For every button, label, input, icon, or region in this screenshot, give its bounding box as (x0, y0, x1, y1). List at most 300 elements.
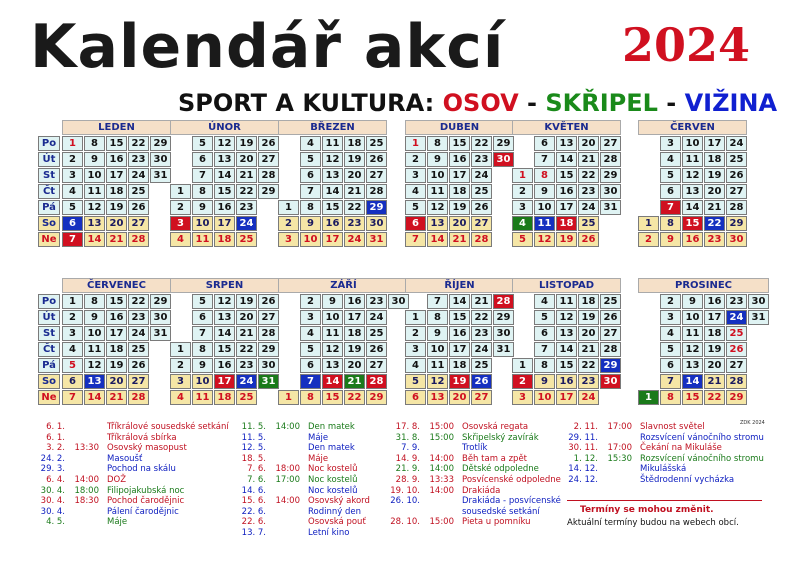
day-cell: 30 (150, 152, 171, 167)
day-cell: 17 (106, 326, 127, 341)
day-cell: 6 (660, 358, 681, 373)
day-cell: 1 (62, 294, 83, 309)
day-cell: 19 (704, 168, 725, 183)
day-cell: 19 (449, 374, 470, 389)
day-cell: 28 (128, 390, 149, 405)
day-cell: 3 (62, 168, 83, 183)
day-cell: 24 (471, 342, 492, 357)
subtitle-osov: OSOV (442, 89, 519, 117)
day-cell: 20 (449, 216, 470, 231)
day-cell: 24 (128, 168, 149, 183)
day-cell: 24 (236, 216, 257, 231)
event-item (236, 464, 358, 474)
day-cell: 29 (726, 390, 747, 405)
day-cell: 5 (192, 294, 213, 309)
event-name: DOŽ (107, 475, 127, 485)
day-cell: 1 (278, 200, 299, 215)
day-cell: 26 (471, 374, 492, 389)
day-cell: 16 (344, 294, 365, 309)
day-cell: 10 (300, 232, 321, 247)
event-time: 17:00 (275, 475, 300, 485)
day-cell: 28 (258, 326, 279, 341)
day-cell: 31 (150, 168, 171, 183)
day-cell: 1 (405, 310, 426, 325)
day-cell: 7 (660, 200, 681, 215)
day-cell: 2 (300, 294, 321, 309)
event-item (568, 464, 686, 474)
event-name: Masoušť (107, 453, 143, 464)
day-cell: 7 (405, 232, 426, 247)
event-date: 4. 5. (46, 517, 65, 528)
event-time: 13:33 (429, 475, 454, 485)
day-cell: 16 (106, 310, 127, 325)
day-cell: 4 (62, 342, 83, 357)
day-cell: 15 (322, 200, 343, 215)
day-cell: 12 (427, 200, 448, 215)
day-cell: 18 (449, 358, 470, 373)
day-cell: 14 (556, 152, 577, 167)
day-cell: 22 (128, 294, 149, 309)
day-cell: 19 (236, 294, 257, 309)
day-cell: 18 (578, 294, 599, 309)
day-label-6: Ne (38, 232, 60, 247)
event-name: Máje (308, 453, 329, 464)
day-cell: 21 (449, 232, 470, 247)
event-time: 15:00 (429, 432, 454, 443)
day-cell: 31 (748, 310, 769, 325)
day-cell: 4 (170, 390, 191, 405)
event-date: 13. 7. (241, 528, 266, 538)
day-cell: 4 (512, 216, 533, 231)
event-date: 21. 9. (395, 464, 420, 475)
day-cell: 20 (344, 358, 365, 373)
day-cell: 21 (344, 184, 365, 199)
day-cell: 19 (449, 200, 470, 215)
note-web: Aktuální termíny budou na webech obcí. (567, 518, 739, 528)
day-cell: 6 (300, 358, 321, 373)
day-cell: 10 (534, 390, 555, 405)
event-date: 18. 5. (241, 453, 266, 464)
day-cell: 11 (192, 390, 213, 405)
day-cell: 22 (236, 184, 257, 199)
day-cell: 22 (578, 168, 599, 183)
event-name: Letní kino (308, 528, 350, 538)
event-name: Osovská regata (462, 422, 529, 432)
event-name: Rozsvícení vánočního stromu (640, 432, 764, 443)
event-name: Tříkrálové sousedské setkání (107, 422, 229, 432)
event-date: 14. 6. (241, 485, 266, 496)
event-date: 30. 11. (568, 443, 598, 454)
day-cell: 17 (214, 374, 235, 389)
day-label-3: Čt (38, 342, 60, 357)
day-cell: 18 (344, 136, 365, 151)
month-header-2: ÚNOR (170, 120, 279, 135)
day-cell: 11 (322, 136, 343, 151)
day-cell: 6 (192, 152, 213, 167)
day-cell: 23 (344, 216, 365, 231)
day-cell: 30 (258, 358, 279, 373)
day-cell: 26 (258, 136, 279, 151)
day-cell: 9 (427, 326, 448, 341)
event-name: Štědrodenní vycházka (640, 475, 735, 485)
day-cell: 13 (682, 358, 703, 373)
day-cell: 5 (512, 232, 533, 247)
day-cell: 28 (128, 232, 149, 247)
day-cell: 30 (493, 152, 514, 167)
day-cell: 2 (170, 358, 191, 373)
day-cell: 28 (726, 200, 747, 215)
day-cell: 26 (366, 342, 387, 357)
day-cell: 16 (449, 152, 470, 167)
event-item (236, 443, 355, 453)
day-cell: 9 (660, 232, 681, 247)
day-cell: 22 (344, 390, 365, 405)
day-cell: 22 (236, 342, 257, 357)
day-cell: 25 (726, 326, 747, 341)
day-cell: 21 (106, 390, 127, 405)
page-title: Kalendář akcí (30, 12, 505, 82)
day-cell: 20 (106, 374, 127, 389)
day-cell: 26 (726, 168, 747, 183)
subtitle-prefix: SPORT A KULTURA: (178, 89, 443, 117)
day-cell: 16 (704, 294, 725, 309)
day-cell: 7 (300, 184, 321, 199)
day-cell: 19 (236, 136, 257, 151)
day-cell: 3 (278, 232, 299, 247)
day-cell: 22 (344, 200, 365, 215)
event-item (390, 486, 500, 496)
day-cell: 28 (471, 232, 492, 247)
day-cell: 14 (322, 184, 343, 199)
event-name: Drakiáda (462, 485, 501, 496)
day-cell: 14 (427, 232, 448, 247)
event-item (568, 433, 764, 443)
month-header-11: LISTOPAD (512, 278, 621, 293)
day-cell: 31 (258, 374, 279, 389)
event-item (568, 443, 722, 453)
day-cell: 14 (322, 374, 343, 389)
day-cell: 30 (366, 216, 387, 231)
day-cell: 17 (449, 168, 470, 183)
event-name: Mikulášská (640, 464, 687, 475)
day-cell: 10 (682, 136, 703, 151)
day-cell: 24 (471, 168, 492, 183)
event-item (35, 433, 177, 443)
event-name: Dětské odpoledne (462, 464, 539, 475)
day-cell: 10 (84, 168, 105, 183)
day-cell: 21 (704, 374, 725, 389)
day-cell: 18 (214, 390, 235, 405)
subtitle-sep2: - (657, 89, 685, 117)
day-cell: 26 (366, 152, 387, 167)
day-cell: 8 (660, 390, 681, 405)
day-cell: 27 (471, 216, 492, 231)
event-name: Máje (308, 432, 329, 443)
day-cell: 22 (471, 310, 492, 325)
day-cell: 16 (214, 200, 235, 215)
day-cell: 8 (427, 136, 448, 151)
event-item (390, 475, 561, 485)
day-cell: 11 (84, 184, 105, 199)
day-cell: 5 (660, 342, 681, 357)
event-name: Slavnost světel (640, 422, 705, 432)
day-cell: 4 (62, 184, 83, 199)
event-item (35, 486, 184, 496)
day-cell: 22 (704, 390, 725, 405)
day-cell: 21 (344, 374, 365, 389)
day-cell: 12 (682, 342, 703, 357)
day-label-2: St (38, 168, 60, 183)
day-cell: 23 (471, 326, 492, 341)
event-item (390, 443, 487, 453)
day-cell: 13 (84, 216, 105, 231)
day-cell: 2 (512, 184, 533, 199)
day-cell: 31 (150, 326, 171, 341)
day-cell: 18 (704, 326, 725, 341)
day-cell: 23 (236, 358, 257, 373)
day-cell: 16 (106, 152, 127, 167)
day-cell: 21 (236, 168, 257, 183)
day-cell: 12 (84, 358, 105, 373)
day-cell: 21 (578, 342, 599, 357)
day-cell: 26 (726, 342, 747, 357)
day-cell: 30 (748, 294, 769, 309)
day-label-4: Pá (38, 358, 60, 373)
day-cell: 29 (258, 184, 279, 199)
day-cell: 27 (471, 390, 492, 405)
day-cell: 23 (128, 310, 149, 325)
day-cell: 9 (682, 294, 703, 309)
day-cell: 3 (405, 342, 426, 357)
event-item (236, 507, 361, 517)
event-name: Tříkrálová sbírka (107, 432, 177, 443)
day-cell: 30 (150, 310, 171, 325)
day-label-3: Čt (38, 184, 60, 199)
event-time: 14:00 (429, 485, 454, 496)
day-cell: 24 (726, 310, 747, 325)
day-cell: 11 (682, 152, 703, 167)
day-cell: 18 (704, 152, 725, 167)
event-name: Pieta u pomníku (462, 517, 531, 528)
day-cell: 24 (366, 310, 387, 325)
month-header-9: ZÁŘÍ (278, 278, 409, 293)
day-cell: 5 (192, 136, 213, 151)
day-cell: 17 (449, 342, 470, 357)
day-cell: 27 (258, 310, 279, 325)
day-cell: 8 (427, 310, 448, 325)
day-cell: 8 (534, 358, 555, 373)
day-cell: 17 (344, 310, 365, 325)
day-cell: 16 (449, 326, 470, 341)
day-cell: 22 (471, 136, 492, 151)
day-cell: 4 (660, 152, 681, 167)
event-date: 22. 6. (241, 517, 266, 528)
event-time: 14:00 (74, 475, 99, 485)
day-cell: 6 (405, 390, 426, 405)
day-cell: 12 (214, 294, 235, 309)
day-cell: 1 (638, 216, 659, 231)
day-cell: 28 (366, 374, 387, 389)
day-cell: 30 (388, 294, 409, 309)
day-cell: 18 (214, 232, 235, 247)
event-time: 18:30 (74, 496, 99, 507)
day-cell: 8 (534, 168, 555, 183)
event-date: 1. 12. (573, 453, 598, 464)
day-cell: 16 (322, 216, 343, 231)
day-cell: 5 (405, 200, 426, 215)
day-cell: 6 (405, 216, 426, 231)
day-cell: 2 (62, 152, 83, 167)
day-cell: 12 (556, 310, 577, 325)
day-cell: 28 (726, 374, 747, 389)
day-cell: 29 (150, 136, 171, 151)
event-item (236, 528, 349, 538)
day-cell: 24 (578, 390, 599, 405)
event-item (236, 475, 358, 485)
day-cell: 3 (512, 390, 533, 405)
day-label-1: Út (38, 152, 60, 167)
day-cell: 25 (236, 232, 257, 247)
day-cell: 27 (726, 358, 747, 373)
event-date: 15. 6. (241, 496, 266, 507)
day-cell: 21 (106, 232, 127, 247)
day-cell: 2 (170, 200, 191, 215)
day-cell: 6 (192, 310, 213, 325)
day-cell: 10 (427, 168, 448, 183)
day-cell: 7 (534, 152, 555, 167)
day-cell: 3 (660, 310, 681, 325)
day-cell: 29 (600, 358, 621, 373)
day-cell: 1 (512, 358, 533, 373)
day-cell: 6 (62, 374, 83, 389)
day-cell: 3 (62, 326, 83, 341)
day-cell: 14 (84, 232, 105, 247)
day-cell: 21 (471, 294, 492, 309)
day-cell: 23 (578, 374, 599, 389)
day-cell: 2 (405, 326, 426, 341)
day-cell: 16 (682, 232, 703, 247)
day-cell: 13 (427, 216, 448, 231)
day-cell: 20 (236, 310, 257, 325)
event-name: Pochod na skálu (107, 464, 176, 475)
event-time: 14:00 (429, 464, 454, 475)
day-cell: 19 (344, 152, 365, 167)
day-cell: 11 (682, 326, 703, 341)
event-date: 7. 9. (401, 443, 420, 454)
day-label-4: Pá (38, 200, 60, 215)
event-name: Pochod čarodějnic (107, 496, 185, 507)
day-cell: 12 (682, 168, 703, 183)
day-cell: 20 (236, 152, 257, 167)
day-cell: 6 (660, 184, 681, 199)
event-item (390, 464, 539, 474)
subtitle-skripel: SKŘIPEL (545, 89, 658, 117)
day-cell: 15 (556, 168, 577, 183)
event-date: 31. 8. (395, 432, 420, 443)
day-cell: 25 (366, 136, 387, 151)
month-header-10: ŘÍJEN (405, 278, 514, 293)
day-cell: 27 (600, 136, 621, 151)
day-cell: 29 (150, 294, 171, 309)
day-cell: 24 (344, 232, 365, 247)
day-label-1: Út (38, 310, 60, 325)
day-cell: 25 (600, 294, 621, 309)
day-cell: 10 (682, 310, 703, 325)
day-cell: 9 (192, 200, 213, 215)
day-cell: 9 (192, 358, 213, 373)
day-cell: 20 (704, 184, 725, 199)
day-cell: 23 (236, 200, 257, 215)
day-cell: 24 (236, 374, 257, 389)
day-cell: 18 (449, 184, 470, 199)
day-cell: 25 (128, 342, 149, 357)
day-cell: 20 (578, 136, 599, 151)
event-date: 11. 5. (241, 432, 266, 443)
day-cell: 15 (449, 136, 470, 151)
day-cell: 21 (236, 326, 257, 341)
day-cell: 7 (427, 294, 448, 309)
month-header-5: KVĚTEN (512, 120, 621, 135)
day-cell: 20 (704, 358, 725, 373)
day-cell: 13 (556, 136, 577, 151)
event-item (236, 496, 370, 506)
day-cell: 1 (512, 168, 533, 183)
event-item (568, 454, 764, 464)
day-cell: 5 (62, 200, 83, 215)
event-name: Den matek (308, 443, 355, 454)
day-cell: 10 (192, 374, 213, 389)
day-cell: 14 (556, 342, 577, 357)
day-cell: 5 (660, 168, 681, 183)
event-date: 14. 12. (568, 464, 598, 475)
event-date: 11. 5. (241, 422, 266, 432)
day-cell: 24 (726, 136, 747, 151)
event-name: Rodinný den (308, 506, 362, 517)
year-label: 2024 (622, 18, 751, 72)
day-cell: 24 (128, 326, 149, 341)
day-cell: 12 (322, 152, 343, 167)
day-label-5: So (38, 374, 60, 389)
day-cell: 13 (322, 168, 343, 183)
event-name: Čekání na Mikuláše (640, 443, 722, 454)
event-item (35, 422, 229, 432)
day-cell: 11 (556, 294, 577, 309)
day-cell: 5 (62, 358, 83, 373)
event-date: 30. 4. (40, 506, 65, 517)
note-change: Termíny se mohou změnit. (580, 505, 714, 515)
event-date: 7. 6. (247, 464, 266, 475)
day-cell: 17 (322, 232, 343, 247)
event-item (35, 517, 127, 527)
day-cell: 27 (366, 358, 387, 373)
day-cell: 8 (192, 184, 213, 199)
day-cell: 1 (278, 390, 299, 405)
event-time: 18:00 (74, 485, 99, 496)
day-cell: 18 (556, 216, 577, 231)
day-cell: 9 (322, 294, 343, 309)
day-cell: 4 (405, 184, 426, 199)
day-cell: 23 (704, 232, 725, 247)
day-cell: 12 (534, 232, 555, 247)
event-date: 2. 11. (573, 422, 598, 432)
day-label-0: Po (38, 294, 60, 309)
event-time: 15:00 (429, 422, 454, 432)
day-cell: 20 (344, 168, 365, 183)
day-cell: 1 (405, 136, 426, 151)
event-name: Den matek (308, 422, 355, 432)
event-date: 24. 2. (40, 453, 65, 464)
month-header-1: LEDEN (62, 120, 171, 135)
